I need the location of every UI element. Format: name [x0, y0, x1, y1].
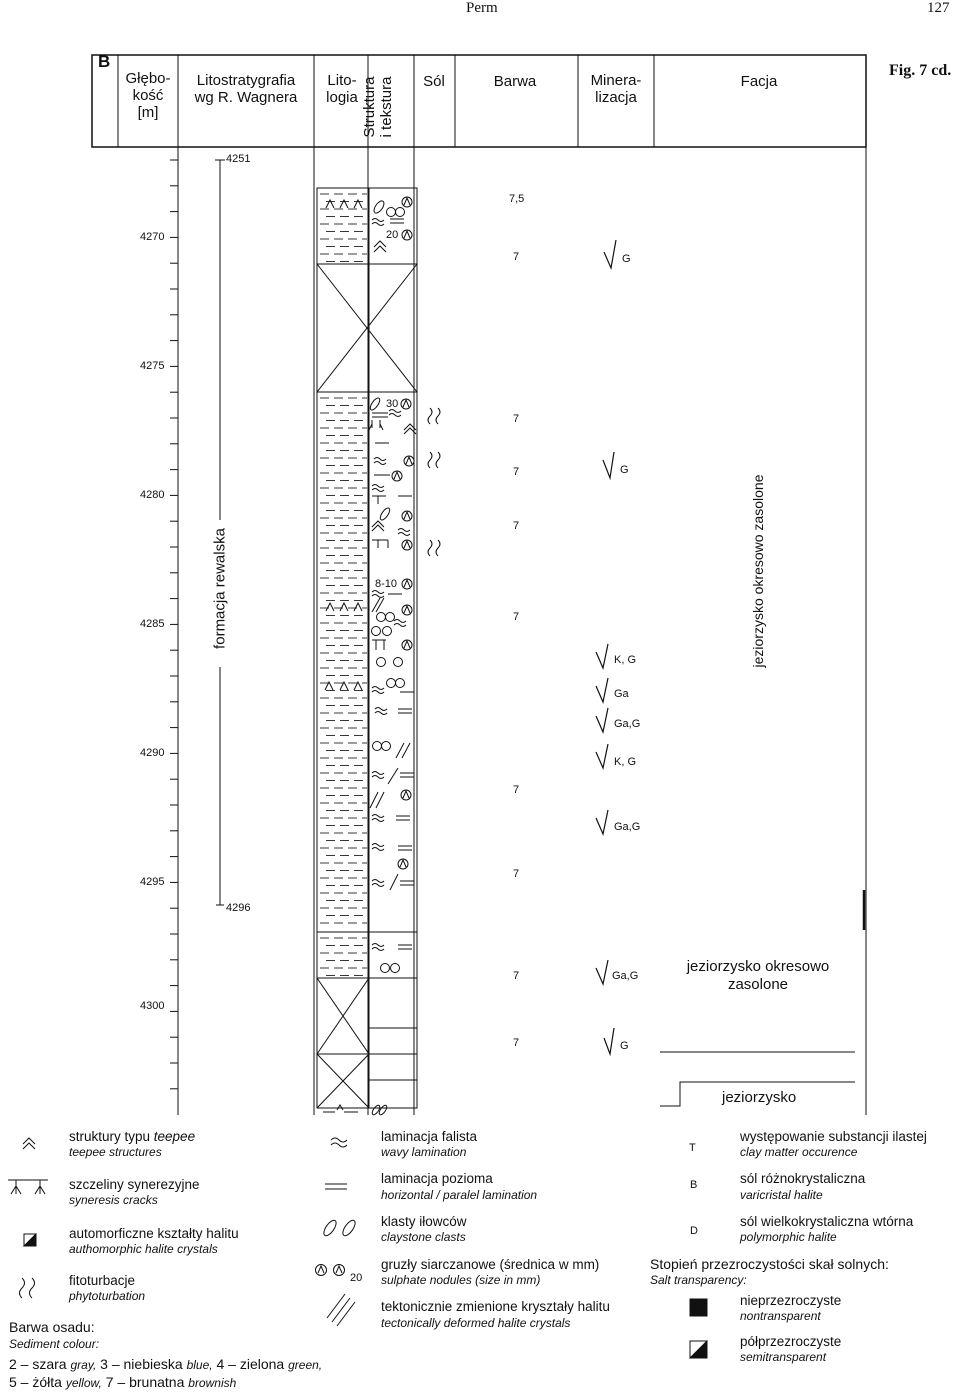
formation-top-depth: 4251	[226, 153, 251, 165]
legend-polymorphic-label: sól wielkokrystaliczna wtórna	[740, 1214, 914, 1229]
transparency-title: Stopień przezroczystości skał solnych:	[650, 1256, 889, 1272]
legend-deformed-label: tektonicznie zmienione kryształy halitu	[381, 1299, 610, 1314]
legend-halite-label: automorficzne kształty halitu	[69, 1226, 239, 1241]
legend-horizontal-icon	[325, 1184, 347, 1189]
facies-label-lower: jeziorzysko	[722, 1089, 797, 1106]
depth-axis	[170, 160, 178, 1089]
depth-4300: 4300	[140, 1000, 165, 1012]
panel-letter: B	[98, 52, 111, 71]
teepee-pattern	[325, 200, 362, 690]
mineral-label: Ga,G	[614, 718, 641, 730]
mineral-label: K, G	[614, 756, 637, 768]
colour-value: 7	[513, 784, 520, 796]
legend-deformed-icon	[327, 1294, 355, 1326]
legend-code-t: T	[689, 1142, 696, 1154]
legend-teepee-label: struktury typu teepee	[69, 1129, 196, 1144]
legend-teepee-en: teepee structures	[69, 1145, 162, 1159]
legend-polymorphic-en: polymorphic halite	[740, 1230, 837, 1244]
legend-nodule-size: 20	[350, 1272, 363, 1284]
colour-value: 7	[513, 520, 520, 532]
legend-wavy-icon	[331, 1138, 347, 1147]
mineral-label: Ga	[614, 688, 629, 700]
header-frame	[92, 55, 866, 147]
claystone-pattern	[320, 194, 367, 976]
facies-label-mid: jeziorzysko okresowo zasolone	[686, 958, 830, 993]
formation-bottom-depth: 4296	[226, 902, 251, 914]
colour-value: 7	[513, 413, 520, 425]
legend-phytoturbation-label: fitoturbacje	[69, 1273, 136, 1288]
sediment-colour-title-en: Sediment colour:	[9, 1337, 100, 1351]
nodule-size-label: 30	[386, 398, 399, 410]
header-facies: Facja	[740, 73, 778, 90]
colour-value: 7	[513, 1037, 520, 1049]
legend-syneresis-icon	[8, 1180, 48, 1194]
header-depth: Głębo- kość [m]	[125, 70, 171, 121]
mineral-label: G	[620, 1040, 629, 1052]
legend-clay-en: clay matter occurence	[740, 1145, 858, 1159]
page-number: 127	[927, 0, 950, 16]
legend-nontransparent-label: nieprzezroczyste	[740, 1293, 842, 1308]
mineral-label: Ga,G	[614, 821, 641, 833]
depth-4280: 4280	[140, 489, 165, 501]
mineral-label: K, G	[614, 654, 637, 666]
legend-syneresis-en: syneresis cracks	[69, 1193, 158, 1207]
colour-value: 7	[513, 611, 520, 623]
legend-clasts-icon	[322, 1218, 339, 1237]
header-lithology: Lito- logia	[326, 72, 358, 106]
header-mineralization: Minera- lizacja	[590, 72, 642, 106]
legend-horizontal-label: laminacja pozioma	[381, 1171, 493, 1186]
legend-wavy-en: wavy lamination	[381, 1145, 467, 1159]
colour-value: 7	[513, 970, 520, 982]
legend-semitransparent-en: semitransparent	[740, 1350, 827, 1364]
phytoturbation-pattern	[428, 408, 440, 556]
legend-teepee-icon	[23, 1138, 35, 1149]
legend-wavy-label: laminacja falista	[381, 1129, 478, 1144]
legend-semitransparent-label: półprzezroczyste	[740, 1334, 842, 1349]
mineral-label: G	[622, 253, 631, 265]
lithology-frame	[317, 188, 417, 1108]
nodule-size-label: 8-10	[375, 578, 398, 590]
depth-4275: 4275	[140, 360, 165, 372]
depth-4295: 4295	[140, 876, 165, 888]
legend-code-d: D	[690, 1225, 698, 1237]
legend-horizontal-en: horizontal / paralel lamination	[381, 1188, 538, 1202]
depth-4290: 4290	[140, 747, 165, 759]
mineral-label: G	[620, 464, 629, 476]
running-head: Perm	[466, 0, 498, 16]
legend-clay-label: występowanie substancji ilastej	[740, 1129, 927, 1144]
mineral-label: Ga,G	[612, 970, 639, 982]
header-structure: Struktura i tekstura	[361, 76, 395, 138]
header-lithostratigraphy: Litostratygrafia wg R. Wagnera	[194, 72, 298, 106]
legend-phytoturbation-icon	[20, 1278, 35, 1298]
legend-nontransparent-icon	[690, 1299, 707, 1316]
legend-code-b: B	[690, 1179, 698, 1191]
legend-clasts-en: claystone clasts	[381, 1230, 466, 1244]
legend-clasts-label: klasty iłowców	[381, 1214, 467, 1229]
colour-value: 7	[513, 251, 520, 263]
mineralization-marks	[596, 240, 616, 1054]
header-salt: Sól	[423, 73, 445, 90]
sediment-colour-line2: 5 – żółta yellow, 7 – brunatna brownish	[9, 1374, 237, 1390]
legend-nodules-en: sulphate nodules (size in mm)	[381, 1273, 541, 1287]
colour-value: 7	[513, 868, 520, 880]
sediment-colour-line1: 2 – szara gray, 3 – niebieska blue, 4 – zielona green,	[9, 1356, 323, 1372]
legend-nontransparent-en: nontransparent	[740, 1309, 821, 1323]
header-colour: Barwa	[493, 73, 537, 90]
legend-deformed-en: tectonically deformed halite crystals	[381, 1316, 571, 1330]
colour-value: 7	[513, 466, 520, 478]
legend-syneresis-label: szczeliny synerezyjne	[69, 1177, 200, 1192]
depth-4285: 4285	[140, 618, 165, 630]
legend-halite-en: authomorphic halite crystals	[69, 1242, 218, 1256]
figure-label: Fig. 7 cd.	[889, 62, 952, 79]
facies-label-upper: jeziorzysko okresowo zasolone	[750, 474, 766, 668]
depth-4270: 4270	[140, 231, 165, 243]
legend-varicristal-en: varicristal halite	[740, 1188, 823, 1202]
colour-value: 7,5	[509, 193, 525, 205]
formation-label: formacja rewalska	[211, 528, 229, 649]
legend-varicristal-label: sól różnokrystaliczna	[740, 1171, 866, 1186]
nodule-size-label: 20	[386, 229, 399, 241]
legend-phytoturbation-en: phytoturbation	[69, 1289, 146, 1303]
transparency-title-en: Salt transparency:	[650, 1273, 747, 1287]
legend-nodules-label: gruzły siarczanowe (średnica w mm)	[381, 1257, 600, 1272]
sediment-colour-title: Barwa osadu:	[9, 1319, 95, 1335]
